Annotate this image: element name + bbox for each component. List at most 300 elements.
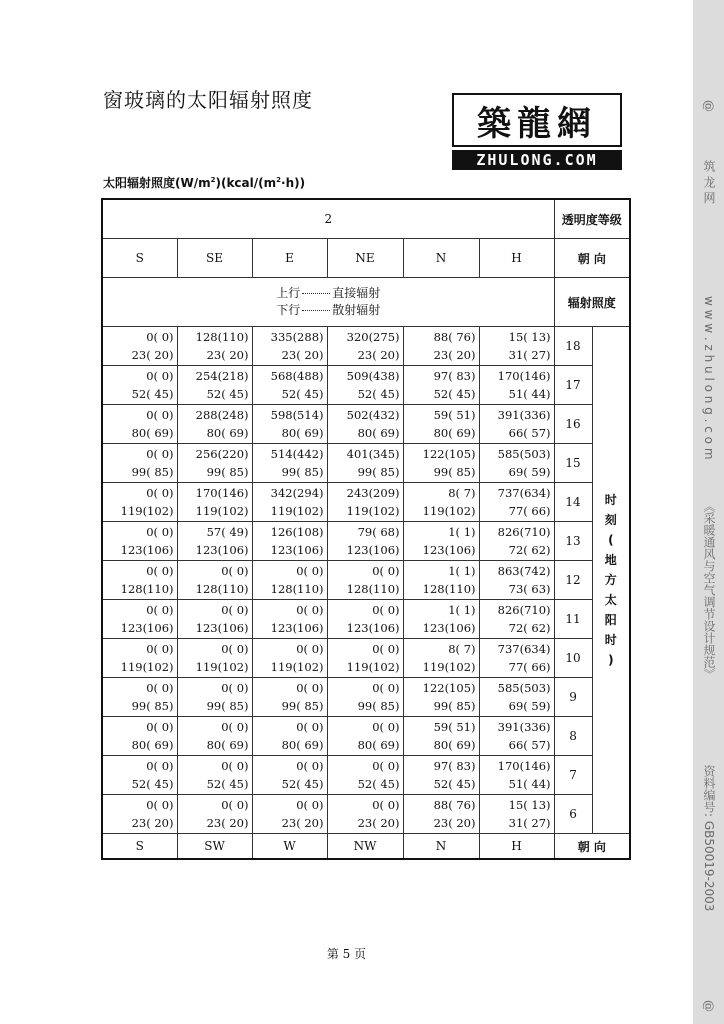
diffuse-value: 119(102) — [195, 660, 249, 674]
data-cell — [403, 444, 479, 483]
direct-value: 88( 76) — [433, 798, 476, 812]
data-cell — [403, 366, 479, 405]
data-cell — [403, 522, 479, 561]
data-cell — [327, 444, 403, 483]
hour-cell: 18 — [554, 327, 592, 366]
diffuse-value: 72( 62) — [508, 543, 551, 557]
direct-value: 15( 13) — [508, 330, 551, 344]
data-cell — [177, 327, 252, 366]
data-cell — [102, 756, 177, 795]
data-cell — [102, 366, 177, 405]
direct-value: 0( 0) — [146, 798, 174, 812]
data-cell — [403, 600, 479, 639]
direct-value: 288(248) — [195, 408, 249, 422]
direct-value: 0( 0) — [372, 720, 400, 734]
data-cell — [479, 522, 554, 561]
data-cell — [252, 405, 327, 444]
diffuse-value: 77( 66) — [508, 504, 551, 518]
direct-value: 1( 1) — [448, 603, 476, 617]
time-label-char: 方 — [604, 573, 617, 587]
transparency-label: 透明度等级 — [554, 199, 630, 239]
direct-value: 0( 0) — [296, 564, 324, 578]
table-row — [102, 639, 630, 678]
data-cell — [327, 717, 403, 756]
direct-value: 514(442) — [270, 447, 324, 461]
table-row — [102, 327, 630, 366]
diffuse-value: 52( 45) — [357, 777, 400, 791]
diffuse-value: 80( 69) — [433, 738, 476, 752]
direct-value: 0( 0) — [146, 720, 174, 734]
header-dir-5: H — [479, 239, 554, 278]
diffuse-value: 80( 69) — [131, 738, 174, 752]
data-cell — [327, 327, 403, 366]
diffuse-value: 119(102) — [270, 660, 324, 674]
data-cell — [252, 327, 327, 366]
direct-value: 0( 0) — [372, 681, 400, 695]
direct-value: 0( 0) — [221, 642, 249, 656]
data-cell — [177, 639, 252, 678]
diffuse-value: 52( 45) — [131, 387, 174, 401]
direct-value: 0( 0) — [372, 759, 400, 773]
footer-dir-5: H — [479, 834, 554, 860]
direct-value: 0( 0) — [296, 603, 324, 617]
direct-value: 401(345) — [346, 447, 400, 461]
data-cell — [479, 327, 554, 366]
data-cell — [102, 561, 177, 600]
data-cell — [327, 678, 403, 717]
data-cell — [177, 717, 252, 756]
direct-value: 243(209) — [346, 486, 400, 500]
data-cell — [327, 366, 403, 405]
direct-value: 0( 0) — [221, 759, 249, 773]
direct-value: 320(275) — [346, 330, 400, 344]
legend-top-desc: 直接辐射 — [332, 286, 381, 300]
data-cell — [177, 795, 252, 834]
data-cell — [479, 678, 554, 717]
diffuse-value: 52( 45) — [206, 777, 249, 791]
direct-value: 737(634) — [497, 486, 551, 500]
table-row — [102, 405, 630, 444]
diffuse-value: 123(106) — [422, 543, 476, 557]
diffuse-value: 80( 69) — [433, 426, 476, 440]
hour-cell: 6 — [554, 795, 592, 834]
diffuse-value: 119(102) — [120, 660, 174, 674]
data-cell — [327, 561, 403, 600]
time-label-char: 阳 — [604, 613, 617, 627]
diffuse-value: 99( 85) — [281, 465, 324, 479]
data-cell — [403, 717, 479, 756]
footer-dir-4: N — [403, 834, 479, 860]
caption-sup: 2 — [210, 176, 216, 184]
legend-bottom: 下行 — [276, 303, 301, 317]
hour-cell: 14 — [554, 483, 592, 522]
diffuse-value: 77( 66) — [508, 660, 551, 674]
data-cell — [252, 795, 327, 834]
data-cell — [479, 795, 554, 834]
direct-value: 0( 0) — [146, 759, 174, 773]
direct-value: 0( 0) — [146, 330, 174, 344]
table-row — [102, 756, 630, 795]
diffuse-value: 99( 85) — [433, 465, 476, 479]
data-cell — [327, 795, 403, 834]
orientation-label-bottom: 朝 向 — [554, 834, 630, 860]
zhulong-logo — [452, 93, 622, 168]
data-cell — [403, 561, 479, 600]
hour-cell: 11 — [554, 600, 592, 639]
direct-value: 170(146) — [195, 486, 249, 500]
direct-value: 0( 0) — [221, 564, 249, 578]
data-cell — [252, 600, 327, 639]
hour-cell: 12 — [554, 561, 592, 600]
data-cell — [479, 483, 554, 522]
diffuse-value: 80( 69) — [281, 738, 324, 752]
diffuse-value: 119(102) — [346, 504, 400, 518]
direct-value: 0( 0) — [146, 564, 174, 578]
time-label-char: 地 — [604, 553, 617, 567]
direct-value: 335(288) — [270, 330, 324, 344]
header-dir-3: NE — [327, 239, 403, 278]
diffuse-value: 80( 69) — [131, 426, 174, 440]
direct-value: 0( 0) — [146, 603, 174, 617]
diffuse-value: 23( 20) — [357, 816, 400, 830]
direct-value: 863(742) — [497, 564, 551, 578]
direct-value: 0( 0) — [372, 564, 400, 578]
table-row — [102, 678, 630, 717]
diffuse-value: 23( 20) — [357, 348, 400, 362]
hour-cell: 9 — [554, 678, 592, 717]
diffuse-value: 119(102) — [195, 504, 249, 518]
data-cell — [327, 405, 403, 444]
data-cell — [252, 678, 327, 717]
direct-value: 97( 83) — [433, 369, 476, 383]
data-cell — [403, 756, 479, 795]
table-caption — [103, 174, 305, 191]
time-label — [592, 327, 630, 834]
sidebar-source: 《采暖通风与空气调节设计规范》 — [702, 500, 716, 680]
diffuse-value: 99( 85) — [281, 699, 324, 713]
sidebar-at-top: @ — [702, 100, 716, 112]
data-cell — [252, 483, 327, 522]
direct-value: 97( 83) — [433, 759, 476, 773]
time-label-char: 时 — [604, 493, 617, 507]
time-label-char: 刻 — [604, 513, 617, 527]
direct-value: 391(336) — [497, 408, 551, 422]
data-cell — [252, 522, 327, 561]
direct-value: 15( 13) — [508, 798, 551, 812]
diffuse-value: 52( 45) — [206, 387, 249, 401]
diffuse-value: 119(102) — [120, 504, 174, 518]
hour-cell: 13 — [554, 522, 592, 561]
hour-cell: 7 — [554, 756, 592, 795]
diffuse-value: 69( 59) — [508, 465, 551, 479]
diffuse-value: 123(106) — [120, 621, 174, 635]
data-cell — [403, 678, 479, 717]
diffuse-value: 128(110) — [346, 582, 400, 596]
caption-post: ·h)) — [281, 176, 306, 190]
diffuse-value: 123(106) — [195, 621, 249, 635]
diffuse-value: 51( 44) — [508, 777, 551, 791]
direct-value: 57( 49) — [206, 525, 249, 539]
diffuse-value: 72( 62) — [508, 621, 551, 635]
direct-value: 585(503) — [497, 447, 551, 461]
direct-value: 0( 0) — [372, 603, 400, 617]
diffuse-value: 119(102) — [346, 660, 400, 674]
diffuse-value: 128(110) — [422, 582, 476, 596]
table-row — [102, 561, 630, 600]
table-row — [102, 483, 630, 522]
diffuse-value: 123(106) — [422, 621, 476, 635]
header-dir-0: S — [102, 239, 177, 278]
direct-value: 585(503) — [497, 681, 551, 695]
diffuse-value: 80( 69) — [357, 738, 400, 752]
direct-value: 170(146) — [497, 369, 551, 383]
diffuse-value: 23( 20) — [131, 348, 174, 362]
diffuse-value: 99( 85) — [131, 465, 174, 479]
diffuse-value: 23( 20) — [206, 348, 249, 362]
direct-value: 568(488) — [270, 369, 324, 383]
diffuse-value: 123(106) — [270, 543, 324, 557]
transparency-value: 2 — [102, 199, 554, 239]
direct-value: 0( 0) — [372, 798, 400, 812]
legend-cell — [102, 278, 554, 327]
diffuse-value: 119(102) — [422, 660, 476, 674]
diffuse-value: 123(106) — [120, 543, 174, 557]
caption-mid: )(kcal/(m — [215, 176, 277, 190]
data-cell — [102, 717, 177, 756]
footer-dir-1: SW — [177, 834, 252, 860]
diffuse-value: 23( 20) — [206, 816, 249, 830]
data-cell — [177, 483, 252, 522]
direct-value: 79( 68) — [357, 525, 400, 539]
diffuse-value: 128(110) — [120, 582, 174, 596]
diffuse-value: 119(102) — [270, 504, 324, 518]
data-cell — [403, 483, 479, 522]
direct-value: 59( 51) — [433, 408, 476, 422]
data-cell — [102, 600, 177, 639]
caption-sup2: 2 — [276, 176, 282, 184]
sidebar-brand: 筑 龙 网 — [702, 160, 716, 204]
legend-top: 上行 — [276, 286, 301, 300]
time-label-char: ) — [608, 653, 614, 667]
data-cell — [479, 600, 554, 639]
data-cell — [102, 678, 177, 717]
hour-cell: 16 — [554, 405, 592, 444]
data-cell — [102, 444, 177, 483]
diffuse-value: 23( 20) — [281, 816, 324, 830]
header-dir-4: N — [403, 239, 479, 278]
data-cell — [177, 522, 252, 561]
diffuse-value: 69( 59) — [508, 699, 551, 713]
data-cell — [479, 366, 554, 405]
data-cell — [479, 717, 554, 756]
logo-chars: 築龍網 — [452, 93, 622, 147]
data-cell — [177, 444, 252, 483]
hour-cell: 10 — [554, 639, 592, 678]
data-cell — [327, 522, 403, 561]
direct-value: 1( 1) — [448, 525, 476, 539]
diffuse-value: 123(106) — [270, 621, 324, 635]
data-cell — [177, 600, 252, 639]
data-cell — [327, 483, 403, 522]
data-cell — [177, 561, 252, 600]
data-cell — [177, 678, 252, 717]
diffuse-value: 80( 69) — [206, 738, 249, 752]
table-row — [102, 795, 630, 834]
radiation-label: 辐射照度 — [554, 278, 630, 327]
diffuse-value: 80( 69) — [357, 426, 400, 440]
direct-value: 0( 0) — [146, 447, 174, 461]
diffuse-value: 52( 45) — [433, 777, 476, 791]
time-label-char: 时 — [604, 633, 617, 647]
direct-value: 122(105) — [422, 447, 476, 461]
diffuse-value: 73( 63) — [508, 582, 551, 596]
direct-value: 1( 1) — [448, 564, 476, 578]
diffuse-value: 66( 57) — [508, 738, 551, 752]
time-label-char: 太 — [604, 593, 617, 607]
direct-value: 0( 0) — [146, 408, 174, 422]
diffuse-value: 123(106) — [346, 621, 400, 635]
data-cell — [327, 756, 403, 795]
diffuse-value: 119(102) — [422, 504, 476, 518]
direct-value: 126(108) — [270, 525, 324, 539]
data-cell — [403, 639, 479, 678]
direct-value: 502(432) — [346, 408, 400, 422]
diffuse-value: 128(110) — [195, 582, 249, 596]
diffuse-value: 51( 44) — [508, 387, 551, 401]
direct-value: 0( 0) — [372, 642, 400, 656]
direct-value: 8( 7) — [448, 486, 476, 500]
time-label-char: ( — [608, 533, 614, 547]
radiation-table — [101, 198, 631, 860]
diffuse-value: 128(110) — [270, 582, 324, 596]
data-cell — [252, 444, 327, 483]
data-cell — [102, 405, 177, 444]
footer-dir-0: S — [102, 834, 177, 860]
diffuse-value: 99( 85) — [433, 699, 476, 713]
direct-value: 0( 0) — [296, 681, 324, 695]
data-cell — [403, 405, 479, 444]
header-dir-1: SE — [177, 239, 252, 278]
direct-value: 0( 0) — [221, 720, 249, 734]
footer-dir-3: NW — [327, 834, 403, 860]
direct-value: 0( 0) — [296, 720, 324, 734]
hour-cell: 8 — [554, 717, 592, 756]
diffuse-value: 52( 45) — [281, 777, 324, 791]
direct-value: 342(294) — [270, 486, 324, 500]
sidebar-code: 资料编号: GB50019-2003 — [702, 765, 716, 912]
direct-value: 0( 0) — [221, 798, 249, 812]
data-cell — [177, 405, 252, 444]
data-cell — [403, 327, 479, 366]
direct-value: 256(220) — [195, 447, 249, 461]
hour-cell: 17 — [554, 366, 592, 405]
diffuse-value: 99( 85) — [131, 699, 174, 713]
data-cell — [327, 639, 403, 678]
data-cell — [479, 444, 554, 483]
diffuse-value: 99( 85) — [206, 699, 249, 713]
data-cell — [479, 405, 554, 444]
diffuse-value: 52( 45) — [433, 387, 476, 401]
diffuse-value: 80( 69) — [281, 426, 324, 440]
legend-bottom-desc: 散射辐射 — [332, 303, 381, 317]
direct-value: 122(105) — [422, 681, 476, 695]
direct-value: 0( 0) — [146, 642, 174, 656]
diffuse-value: 31( 27) — [508, 348, 551, 362]
sidebar-at-bottom: @ — [702, 1000, 716, 1012]
data-cell — [177, 366, 252, 405]
diffuse-value: 23( 20) — [433, 348, 476, 362]
logo-latin: ZHULONG.COM — [452, 150, 622, 170]
sidebar-url: w w w . z h u l o n g . c o m — [702, 296, 716, 460]
table-row — [102, 522, 630, 561]
page-number: 第 5 页 — [326, 947, 367, 961]
data-cell — [479, 639, 554, 678]
direct-value: 0( 0) — [146, 681, 174, 695]
diffuse-value: 99( 85) — [357, 465, 400, 479]
data-cell — [252, 561, 327, 600]
table-row — [102, 600, 630, 639]
data-cell — [252, 756, 327, 795]
data-cell — [102, 483, 177, 522]
diffuse-value: 31( 27) — [508, 816, 551, 830]
data-cell — [479, 756, 554, 795]
direct-value: 391(336) — [497, 720, 551, 734]
data-cell — [327, 600, 403, 639]
direct-value: 59( 51) — [433, 720, 476, 734]
data-cell — [102, 639, 177, 678]
direct-value: 509(438) — [346, 369, 400, 383]
direct-value: 0( 0) — [146, 486, 174, 500]
direct-value: 0( 0) — [146, 369, 174, 383]
direct-value: 0( 0) — [221, 681, 249, 695]
diffuse-value: 52( 45) — [281, 387, 324, 401]
legend — [276, 285, 380, 319]
data-cell — [479, 561, 554, 600]
orientation-label-top: 朝 向 — [554, 239, 630, 278]
direct-value: 0( 0) — [221, 603, 249, 617]
data-cell — [252, 717, 327, 756]
data-cell — [252, 639, 327, 678]
data-cell — [403, 795, 479, 834]
diffuse-value: 23( 20) — [131, 816, 174, 830]
diffuse-value: 52( 45) — [357, 387, 400, 401]
diffuse-value: 99( 85) — [206, 465, 249, 479]
document-title: 窗玻璃的太阳辐射照度 — [103, 88, 313, 112]
direct-value: 128(110) — [195, 330, 249, 344]
diffuse-value: 23( 20) — [281, 348, 324, 362]
direct-value: 0( 0) — [296, 642, 324, 656]
data-cell — [177, 756, 252, 795]
diffuse-value: 52( 45) — [131, 777, 174, 791]
data-cell — [102, 795, 177, 834]
direct-value: 737(634) — [497, 642, 551, 656]
diffuse-value: 123(106) — [346, 543, 400, 557]
diffuse-value: 80( 69) — [206, 426, 249, 440]
table-row — [102, 366, 630, 405]
header-dir-2: E — [252, 239, 327, 278]
direct-value: 0( 0) — [146, 525, 174, 539]
direct-value: 0( 0) — [296, 798, 324, 812]
direct-value: 170(146) — [497, 759, 551, 773]
footer-dir-2: W — [252, 834, 327, 860]
direct-value: 8( 7) — [448, 642, 476, 656]
diffuse-value: 99( 85) — [357, 699, 400, 713]
direct-value: 598(514) — [270, 408, 324, 422]
direct-value: 826(710) — [497, 603, 551, 617]
direct-value: 0( 0) — [296, 759, 324, 773]
direct-value: 88( 76) — [433, 330, 476, 344]
data-cell — [252, 366, 327, 405]
